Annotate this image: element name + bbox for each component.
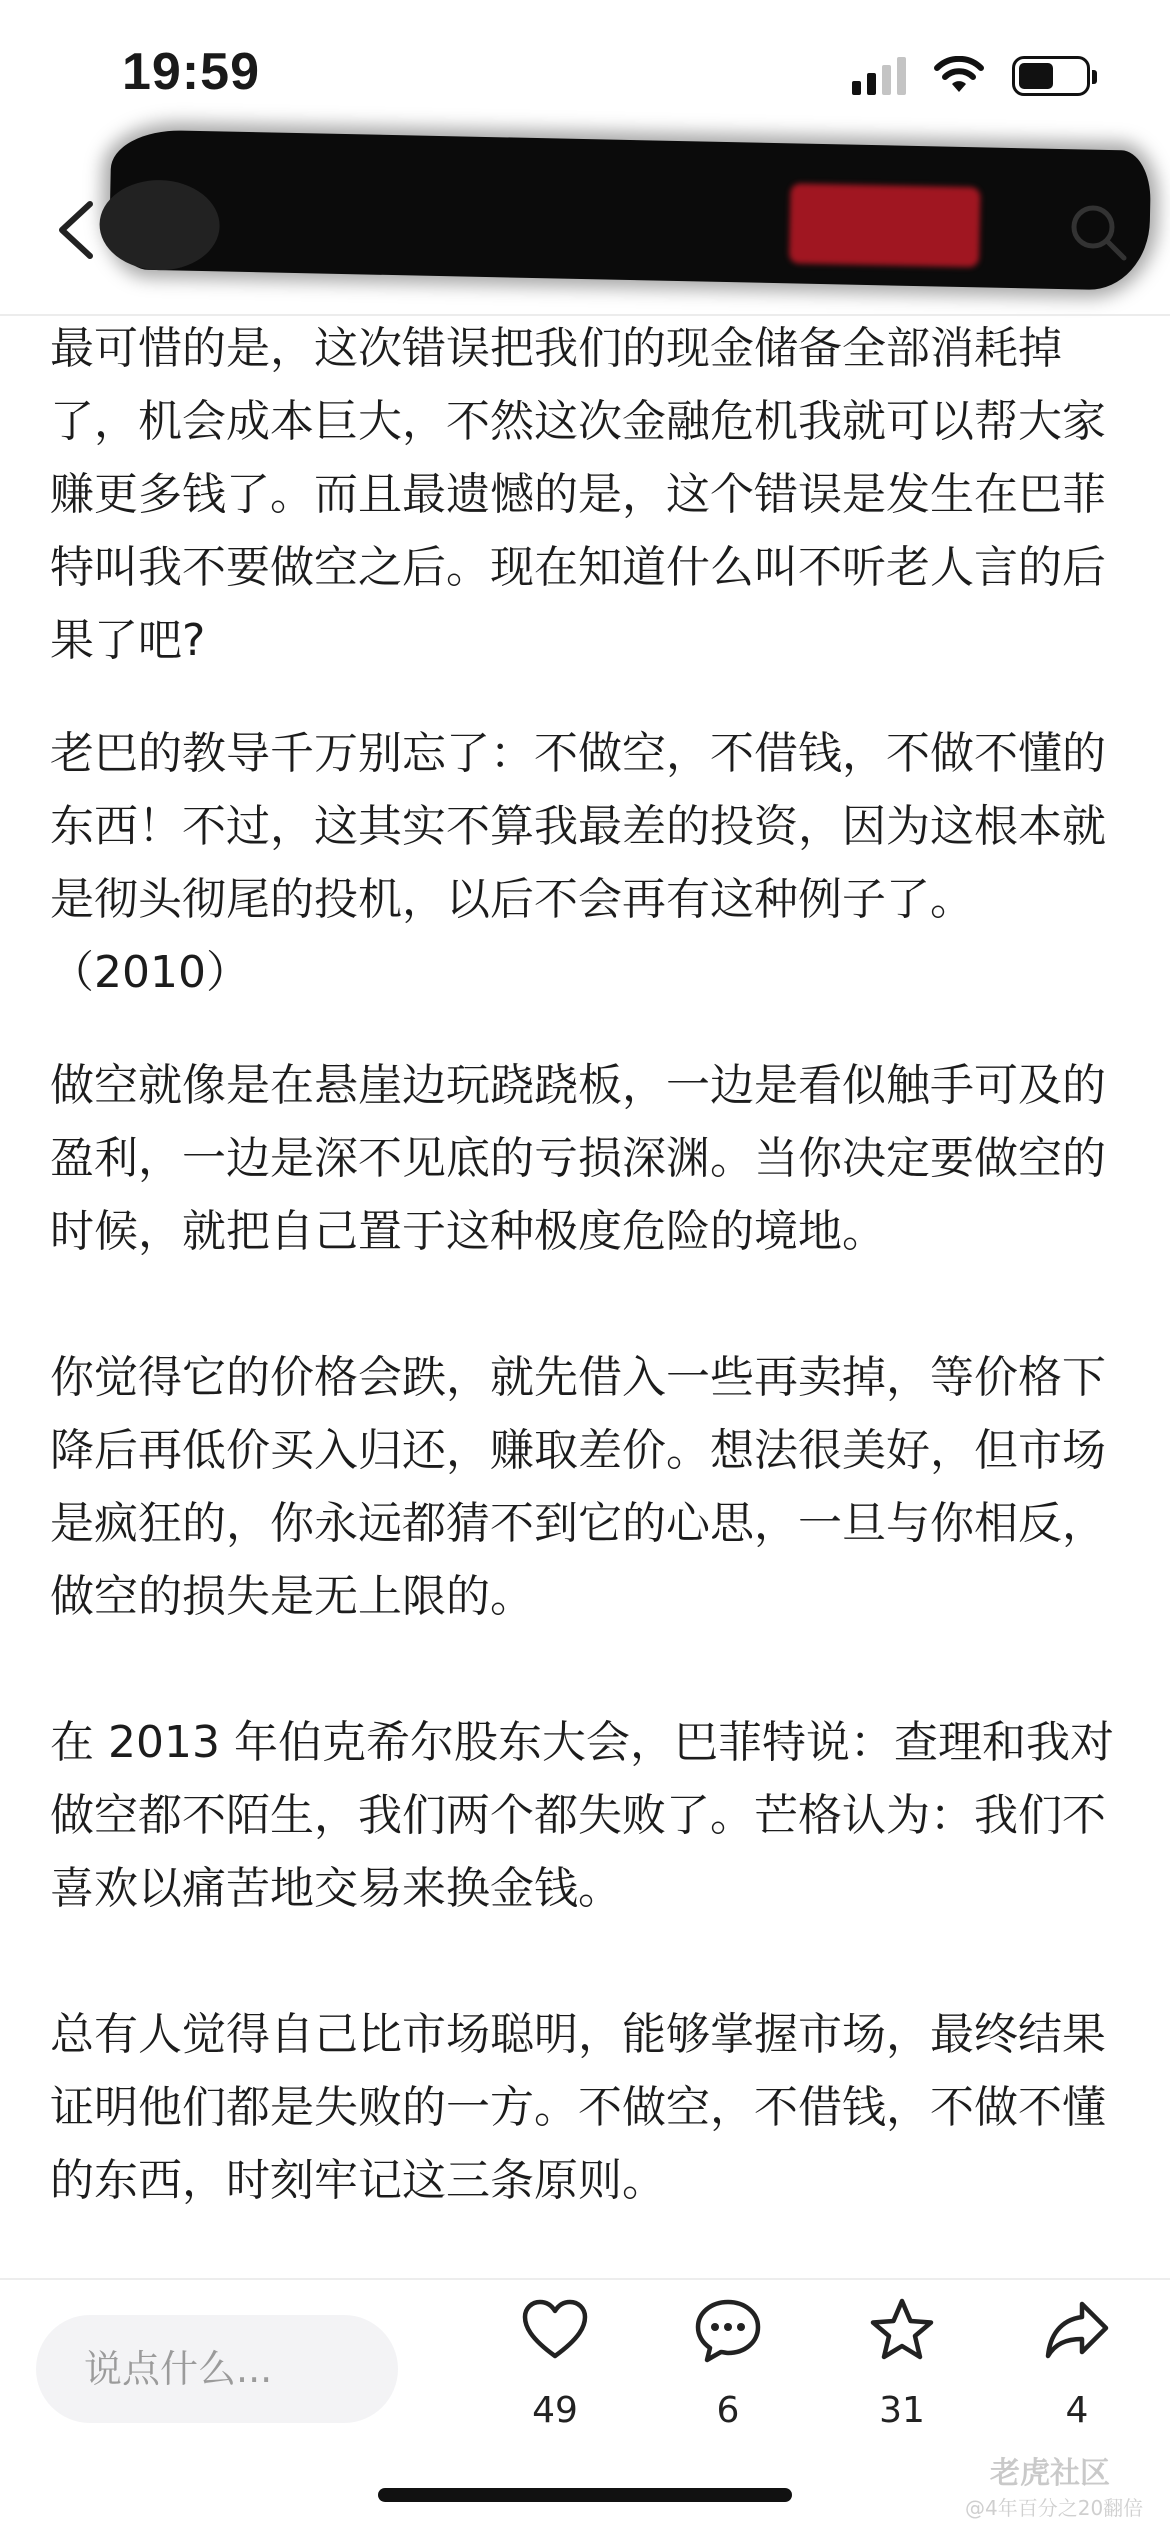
article-body bbox=[50, 312, 1125, 2290]
star-icon bbox=[867, 2296, 937, 2366]
status-icons bbox=[852, 54, 1090, 98]
watermark-handle: @4年百分之20翻倍 bbox=[965, 2496, 1144, 2520]
article-paragraph: 总有人觉得自己比市场聪明，能够掌握市场，最终结果证明他们都是失败的一方。不做空，不借钱，不做不懂的东西，时刻牢记这三条原则。 bbox=[50, 2009, 1106, 2206]
watermark-logo: 老虎社区 bbox=[990, 2456, 1110, 2491]
status-bar bbox=[0, 0, 1170, 150]
status-time: 19:59 bbox=[122, 43, 260, 101]
article-paragraph: 老巴的教导千万别忘了：不做空，不借钱，不做不懂的东西！不过，这其实不算我最差的投资，因为这根本就是彻头彻尾的投机，以后不会再有这种例子了。（2010） bbox=[50, 728, 1106, 998]
bottom-divider bbox=[0, 2278, 1170, 2280]
cellular-signal-icon bbox=[852, 57, 906, 95]
article-paragraph: 最可惜的是，这次错误把我们的现金储备全部消耗掉了，机会成本巨大，不然这次金融危机我就可以帮大家赚更多钱了。而且最遗憾的是，这个错误是发生在巴菲特叫我不要做空之后。现在知道什么叫不听老人言的后果了吧? bbox=[50, 323, 1106, 666]
article-paragraph: 在 2013 年伯克希尔股东大会，巴菲特说：查理和我对做空都不陌生，我们两个都失败了。芒格认为：我们不喜欢以痛苦地交易来换金钱。 bbox=[50, 1717, 1114, 1914]
battery-icon bbox=[1012, 56, 1090, 96]
search-icon[interactable] bbox=[1066, 200, 1130, 264]
article-paragraph: 你觉得它的价格会跌，就先借入一些再卖掉，等价格下降后再低价买入归还，赚取差价。想法很美好，但市场是疯狂的，你永远都猜不到它的心思，一旦与你相反，做空的损失是无上限的。 bbox=[50, 1352, 1106, 1622]
share-count: 4 bbox=[1065, 2390, 1089, 2431]
share-arrow-icon bbox=[1042, 2296, 1112, 2366]
back-arrow-icon[interactable] bbox=[52, 200, 100, 260]
comment-bubble-icon bbox=[693, 2296, 763, 2366]
like-count: 49 bbox=[532, 2390, 578, 2431]
favorite-button[interactable] bbox=[847, 2296, 957, 2431]
redaction-overlay bbox=[109, 129, 1152, 291]
wifi-icon bbox=[934, 56, 984, 96]
comment-input[interactable]: 说点什么... bbox=[36, 2315, 398, 2423]
like-button[interactable] bbox=[500, 2296, 610, 2431]
article-paragraph: 做空就像是在悬崖边玩跷跷板，一边是看似触手可及的盈利，一边是深不见底的亏损深渊。当你决定要做空的时候，就把自己置于这种极度危险的境地。 bbox=[50, 1060, 1106, 1257]
favorite-count: 31 bbox=[879, 2390, 925, 2431]
comment-count: 6 bbox=[716, 2390, 740, 2431]
heart-icon bbox=[520, 2296, 590, 2366]
home-indicator[interactable] bbox=[378, 2488, 792, 2502]
comment-button[interactable] bbox=[673, 2296, 783, 2431]
share-button[interactable] bbox=[1022, 2296, 1132, 2431]
